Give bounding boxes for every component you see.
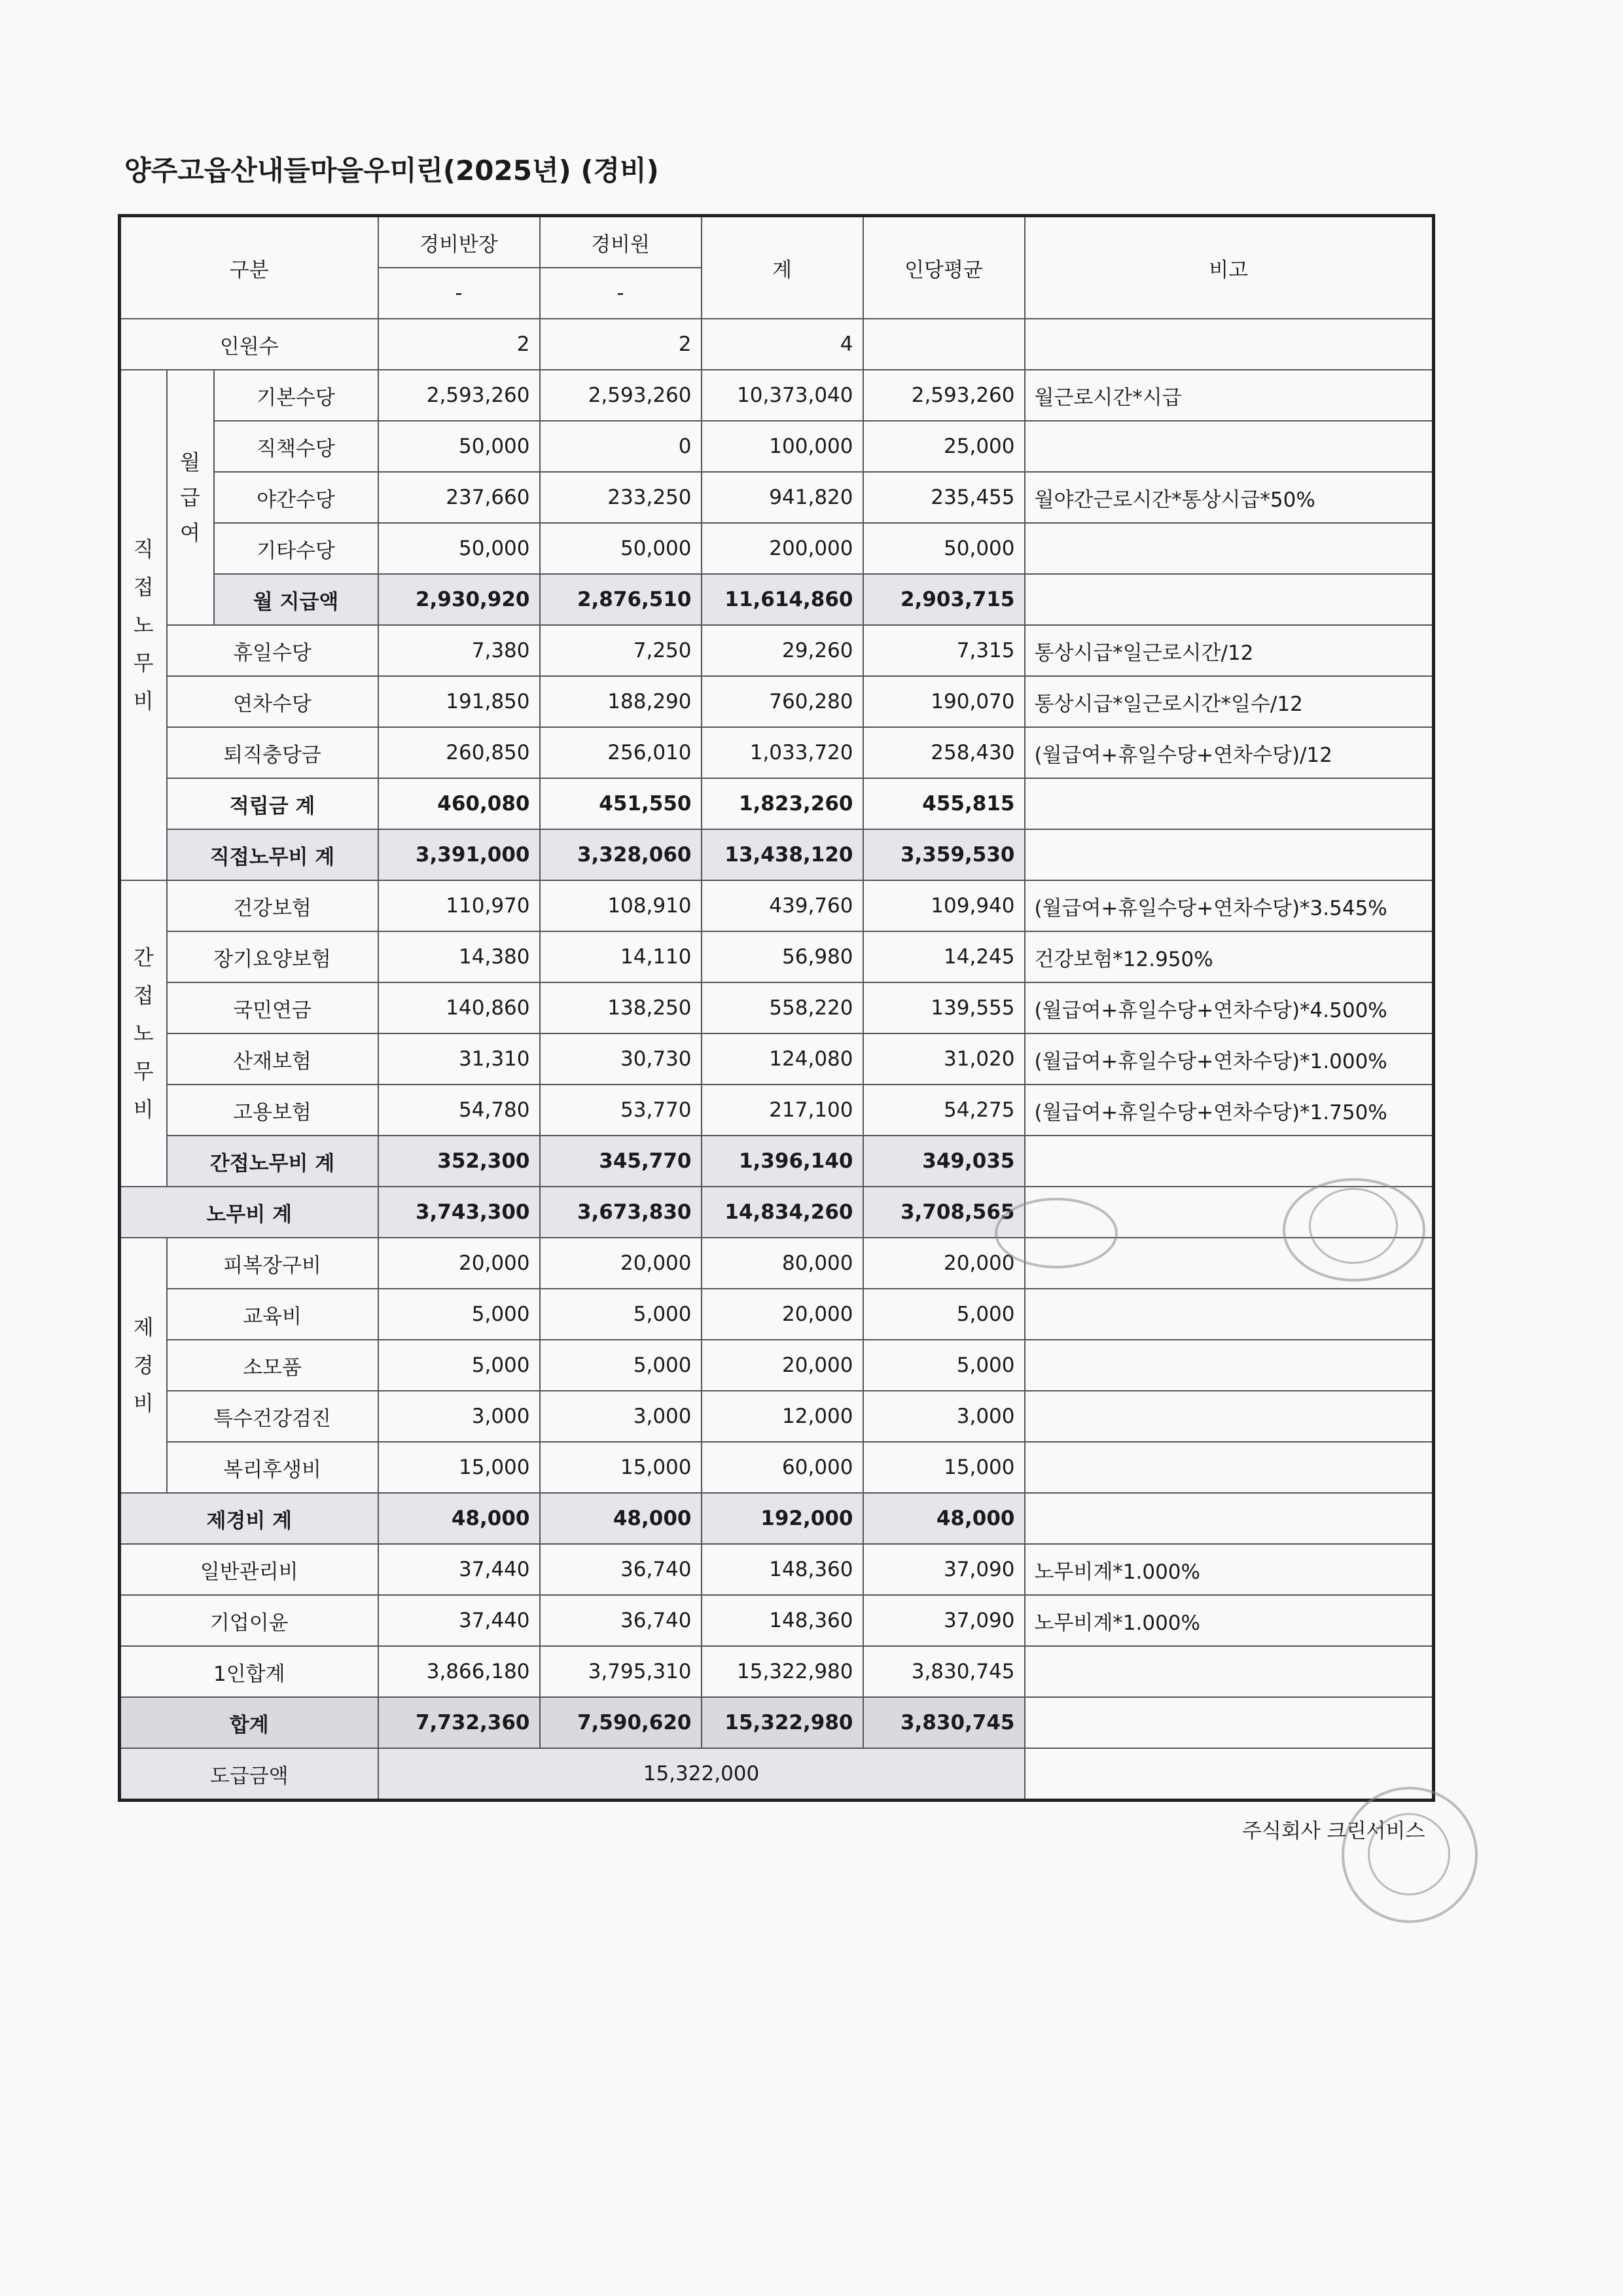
cell-avg: 5,000 bbox=[863, 1289, 1025, 1340]
table-row bbox=[120, 1646, 1434, 1697]
cell-note: (월급여+휴일수당+연차수당)*4.500% bbox=[1025, 982, 1434, 1033]
cell-v2: 345,770 bbox=[540, 1136, 702, 1187]
cell-note bbox=[1025, 1340, 1434, 1391]
table-row bbox=[120, 1085, 1434, 1136]
cell-v1: 191,850 bbox=[378, 676, 540, 727]
row-label: 노무비 계 bbox=[120, 1187, 378, 1238]
cell-v1: 260,850 bbox=[378, 727, 540, 778]
cell-v2: 15,000 bbox=[540, 1442, 702, 1493]
cell-avg: 20,000 bbox=[863, 1238, 1025, 1289]
table-row-subtotal bbox=[120, 1136, 1434, 1187]
cell-total: 1,033,720 bbox=[702, 727, 863, 778]
table-row bbox=[120, 1033, 1434, 1085]
company-name: 주식회사 크린서비스 bbox=[1242, 1820, 1425, 1843]
table-row bbox=[120, 523, 1434, 574]
row-label: 국민연금 bbox=[167, 982, 378, 1033]
cell-note: (월급여+휴일수당+연차수당)*1.750% bbox=[1025, 1085, 1434, 1136]
cell-v1: 14,380 bbox=[378, 931, 540, 982]
cell-avg: 109,940 bbox=[863, 880, 1025, 931]
cell-total: 148,360 bbox=[702, 1595, 863, 1646]
cell-avg: 37,090 bbox=[863, 1595, 1025, 1646]
cell-note bbox=[1025, 1493, 1434, 1544]
cell-v1: 237,660 bbox=[378, 472, 540, 523]
cell-total: 15,322,980 bbox=[702, 1646, 863, 1697]
cell-note: (월급여+휴일수당+연차수당)/12 bbox=[1025, 727, 1434, 778]
cell-total: 760,280 bbox=[702, 676, 863, 727]
cell-total: 4 bbox=[702, 319, 863, 370]
cell-total: 20,000 bbox=[702, 1340, 863, 1391]
row-label: 복리후생비 bbox=[167, 1442, 378, 1493]
cell-v2: 3,000 bbox=[540, 1391, 702, 1442]
row-label: 기본수당 bbox=[214, 370, 378, 421]
cell-avg: 14,245 bbox=[863, 931, 1025, 982]
header-row bbox=[120, 216, 1434, 268]
cell-avg: 3,359,530 bbox=[863, 829, 1025, 880]
cell-total: 1,396,140 bbox=[702, 1136, 863, 1187]
header-col2-sub: - bbox=[540, 268, 702, 319]
contract-label: 도급금액 bbox=[120, 1748, 378, 1801]
cell-avg: 37,090 bbox=[863, 1544, 1025, 1595]
cell-note: 월근로시간*시급 bbox=[1025, 370, 1434, 421]
cell-v2: 256,010 bbox=[540, 727, 702, 778]
cell-note: 통상시급*일근로시간/12 bbox=[1025, 625, 1434, 676]
cell-v1: 50,000 bbox=[378, 421, 540, 472]
table-row bbox=[120, 1442, 1434, 1493]
cell-note bbox=[1025, 1748, 1434, 1801]
cell-v2: 233,250 bbox=[540, 472, 702, 523]
table-row bbox=[120, 727, 1434, 778]
row-label: 합계 bbox=[120, 1697, 378, 1748]
cell-avg: 349,035 bbox=[863, 1136, 1025, 1187]
cell-v1: 3,866,180 bbox=[378, 1646, 540, 1697]
cell-v1: 54,780 bbox=[378, 1085, 540, 1136]
seal-stamp-mid-inner bbox=[1309, 1188, 1398, 1264]
group-indirect-label: 간 접 노 무 비 bbox=[120, 880, 167, 1187]
table-row-subtotal bbox=[120, 778, 1434, 829]
row-label: 휴일수당 bbox=[167, 625, 378, 676]
table-row-subtotal bbox=[120, 1187, 1434, 1238]
cell-v2: 14,110 bbox=[540, 931, 702, 982]
row-label: 소모품 bbox=[167, 1340, 378, 1391]
cell-note: 통상시급*일근로시간*일수/12 bbox=[1025, 676, 1434, 727]
table-row bbox=[120, 931, 1434, 982]
table-row bbox=[120, 982, 1434, 1033]
cell-avg: 54,275 bbox=[863, 1085, 1025, 1136]
cell-note: 건강보험*12.950% bbox=[1025, 931, 1434, 982]
header-total: 계 bbox=[702, 216, 863, 319]
cell-note bbox=[1025, 319, 1434, 370]
cell-v1: 3,743,300 bbox=[378, 1187, 540, 1238]
cell-note bbox=[1025, 778, 1434, 829]
cell-v1: 3,391,000 bbox=[378, 829, 540, 880]
cell-v2: 2 bbox=[540, 319, 702, 370]
header-note: 비고 bbox=[1025, 216, 1434, 319]
cell-v2: 36,740 bbox=[540, 1544, 702, 1595]
table-row bbox=[120, 1238, 1434, 1289]
cell-v2: 20,000 bbox=[540, 1238, 702, 1289]
cell-v2: 30,730 bbox=[540, 1033, 702, 1085]
cell-v1: 50,000 bbox=[378, 523, 540, 574]
cell-total: 56,980 bbox=[702, 931, 863, 982]
header-col1: 경비반장 bbox=[378, 216, 540, 268]
cell-avg: 48,000 bbox=[863, 1493, 1025, 1544]
cell-v1: 15,000 bbox=[378, 1442, 540, 1493]
group-direct-label: 직 접 노 무 비 bbox=[120, 370, 167, 880]
cell-total: 1,823,260 bbox=[702, 778, 863, 829]
cell-total: 124,080 bbox=[702, 1033, 863, 1085]
table-row bbox=[120, 1391, 1434, 1442]
cell-total: 100,000 bbox=[702, 421, 863, 472]
cell-v2: 50,000 bbox=[540, 523, 702, 574]
cell-avg: 3,708,565 bbox=[863, 1187, 1025, 1238]
row-label: 피복장구비 bbox=[167, 1238, 378, 1289]
cost-table bbox=[118, 214, 1435, 1802]
group-monthly-text: 월 급 여 bbox=[180, 450, 200, 545]
cell-total: 15,322,980 bbox=[702, 1697, 863, 1748]
row-label: 기타수당 bbox=[214, 523, 378, 574]
row-label: 산재보험 bbox=[167, 1033, 378, 1085]
group-monthly-label bbox=[167, 370, 214, 625]
table-row-grand-total bbox=[120, 1697, 1434, 1748]
cell-total: 11,614,860 bbox=[702, 574, 863, 625]
header-col2: 경비원 bbox=[540, 216, 702, 268]
cell-avg: 3,000 bbox=[863, 1391, 1025, 1442]
table-row-subtotal bbox=[120, 1493, 1434, 1544]
cell-total: 941,820 bbox=[702, 472, 863, 523]
cell-v1: 5,000 bbox=[378, 1289, 540, 1340]
cell-total: 60,000 bbox=[702, 1442, 863, 1493]
cell-v2: 7,590,620 bbox=[540, 1697, 702, 1748]
cell-avg: 25,000 bbox=[863, 421, 1025, 472]
contract-row bbox=[120, 1748, 1434, 1801]
cell-v1: 31,310 bbox=[378, 1033, 540, 1085]
cell-v1: 3,000 bbox=[378, 1391, 540, 1442]
cell-v1: 140,860 bbox=[378, 982, 540, 1033]
cell-note bbox=[1025, 1697, 1434, 1748]
cell-note bbox=[1025, 574, 1434, 625]
cell-total: 13,438,120 bbox=[702, 829, 863, 880]
table-row bbox=[120, 1289, 1434, 1340]
cell-note: (월급여+휴일수당+연차수당)*1.000% bbox=[1025, 1033, 1434, 1085]
cell-v2: 2,593,260 bbox=[540, 370, 702, 421]
cell-note bbox=[1025, 1442, 1434, 1493]
cell-total: 29,260 bbox=[702, 625, 863, 676]
cell-note: 노무비계*1.000% bbox=[1025, 1544, 1434, 1595]
cell-note: (월급여+휴일수당+연차수당)*3.545% bbox=[1025, 880, 1434, 931]
row-label: 일반관리비 bbox=[120, 1544, 378, 1595]
cell-v1: 110,970 bbox=[378, 880, 540, 931]
row-label: 적립금 계 bbox=[167, 778, 378, 829]
table-row bbox=[120, 1595, 1434, 1646]
cell-total: 20,000 bbox=[702, 1289, 863, 1340]
row-label: 야간수당 bbox=[214, 472, 378, 523]
table-row bbox=[120, 370, 1434, 421]
cell-total: 148,360 bbox=[702, 1544, 863, 1595]
cell-total: 558,220 bbox=[702, 982, 863, 1033]
cell-v2: 3,328,060 bbox=[540, 829, 702, 880]
cell-total: 217,100 bbox=[702, 1085, 863, 1136]
cell-total: 14,834,260 bbox=[702, 1187, 863, 1238]
cell-v2: 138,250 bbox=[540, 982, 702, 1033]
group-misc-label: 제 경 비 bbox=[120, 1238, 167, 1493]
contract-value: 15,322,000 bbox=[378, 1748, 1025, 1801]
cell-avg: 2,593,260 bbox=[863, 370, 1025, 421]
table-row-subtotal bbox=[120, 574, 1434, 625]
cell-avg: 2,903,715 bbox=[863, 574, 1025, 625]
headcount-row bbox=[120, 319, 1434, 370]
cell-note bbox=[1025, 1391, 1434, 1442]
cell-total: 10,373,040 bbox=[702, 370, 863, 421]
cell-v2: 108,910 bbox=[540, 880, 702, 931]
cell-total: 12,000 bbox=[702, 1391, 863, 1442]
table-row bbox=[120, 421, 1434, 472]
cell-v1: 37,440 bbox=[378, 1595, 540, 1646]
table-row bbox=[120, 1340, 1434, 1391]
cell-v1: 5,000 bbox=[378, 1340, 540, 1391]
cell-avg: 3,830,745 bbox=[863, 1697, 1025, 1748]
row-label: 월 지급액 bbox=[214, 574, 378, 625]
table-row-subtotal bbox=[120, 829, 1434, 880]
cell-v1: 2,593,260 bbox=[378, 370, 540, 421]
cell-v2: 451,550 bbox=[540, 778, 702, 829]
row-label: 고용보험 bbox=[167, 1085, 378, 1136]
cell-avg: 7,315 bbox=[863, 625, 1025, 676]
cell-note: 노무비계*1.000% bbox=[1025, 1595, 1434, 1646]
cell-note bbox=[1025, 523, 1434, 574]
cell-note bbox=[1025, 421, 1434, 472]
cell-avg: 139,555 bbox=[863, 982, 1025, 1033]
cell-total: 200,000 bbox=[702, 523, 863, 574]
cell-v2: 36,740 bbox=[540, 1595, 702, 1646]
company-seal-inner bbox=[1368, 1813, 1450, 1895]
cell-note bbox=[1025, 829, 1434, 880]
row-label: 건강보험 bbox=[167, 880, 378, 931]
cell-avg: 50,000 bbox=[863, 523, 1025, 574]
cell-avg: 31,020 bbox=[863, 1033, 1025, 1085]
row-label: 제경비 계 bbox=[120, 1493, 378, 1544]
cell-v1: 460,080 bbox=[378, 778, 540, 829]
cell-note bbox=[1025, 1289, 1434, 1340]
seal-stamp-partial bbox=[995, 1198, 1118, 1268]
cell-avg: 190,070 bbox=[863, 676, 1025, 727]
table-row bbox=[120, 1544, 1434, 1595]
row-label: 퇴직충당금 bbox=[167, 727, 378, 778]
cell-total: 439,760 bbox=[702, 880, 863, 931]
cell-v2: 2,876,510 bbox=[540, 574, 702, 625]
cell-v1: 2,930,920 bbox=[378, 574, 540, 625]
cell-avg: 258,430 bbox=[863, 727, 1025, 778]
row-label: 직책수당 bbox=[214, 421, 378, 472]
cell-v2: 53,770 bbox=[540, 1085, 702, 1136]
row-label: 기업이윤 bbox=[120, 1595, 378, 1646]
cell-v1: 48,000 bbox=[378, 1493, 540, 1544]
cell-v2: 3,673,830 bbox=[540, 1187, 702, 1238]
cell-avg: 15,000 bbox=[863, 1442, 1025, 1493]
row-label: 간접노무비 계 bbox=[167, 1136, 378, 1187]
cell-avg: 5,000 bbox=[863, 1340, 1025, 1391]
cell-v1: 37,440 bbox=[378, 1544, 540, 1595]
table-row bbox=[120, 625, 1434, 676]
cell-v1: 20,000 bbox=[378, 1238, 540, 1289]
header-avg: 인당평균 bbox=[863, 216, 1025, 319]
cell-v2: 188,290 bbox=[540, 676, 702, 727]
row-label: 장기요양보험 bbox=[167, 931, 378, 982]
row-label: 특수건강검진 bbox=[167, 1391, 378, 1442]
header-col1-sub: - bbox=[378, 268, 540, 319]
cell-avg: 455,815 bbox=[863, 778, 1025, 829]
row-label: 인원수 bbox=[120, 319, 378, 370]
cell-note bbox=[1025, 1646, 1434, 1697]
cell-v1: 352,300 bbox=[378, 1136, 540, 1187]
row-label: 직접노무비 계 bbox=[167, 829, 378, 880]
table-row bbox=[120, 880, 1434, 931]
cell-v2: 7,250 bbox=[540, 625, 702, 676]
cell-v2: 5,000 bbox=[540, 1289, 702, 1340]
cell-avg: 235,455 bbox=[863, 472, 1025, 523]
cell-v2: 48,000 bbox=[540, 1493, 702, 1544]
cell-avg: 3,830,745 bbox=[863, 1646, 1025, 1697]
cell-v2: 0 bbox=[540, 421, 702, 472]
cell-note bbox=[1025, 1136, 1434, 1187]
cell-avg bbox=[863, 319, 1025, 370]
cell-total: 192,000 bbox=[702, 1493, 863, 1544]
cell-v2: 5,000 bbox=[540, 1340, 702, 1391]
cell-note: 월야간근로시간*통상시급*50% bbox=[1025, 472, 1434, 523]
row-label: 교육비 bbox=[167, 1289, 378, 1340]
cell-v1: 2 bbox=[378, 319, 540, 370]
page-title: 양주고읍산내들마을우미린(2025년) (경비) bbox=[124, 154, 659, 187]
table-row bbox=[120, 472, 1434, 523]
header-category: 구분 bbox=[120, 216, 378, 319]
cell-v2: 3,795,310 bbox=[540, 1646, 702, 1697]
row-label: 1인합계 bbox=[120, 1646, 378, 1697]
cell-v1: 7,380 bbox=[378, 625, 540, 676]
table-row bbox=[120, 676, 1434, 727]
row-label: 연차수당 bbox=[167, 676, 378, 727]
cell-total: 80,000 bbox=[702, 1238, 863, 1289]
cell-v1: 7,732,360 bbox=[378, 1697, 540, 1748]
